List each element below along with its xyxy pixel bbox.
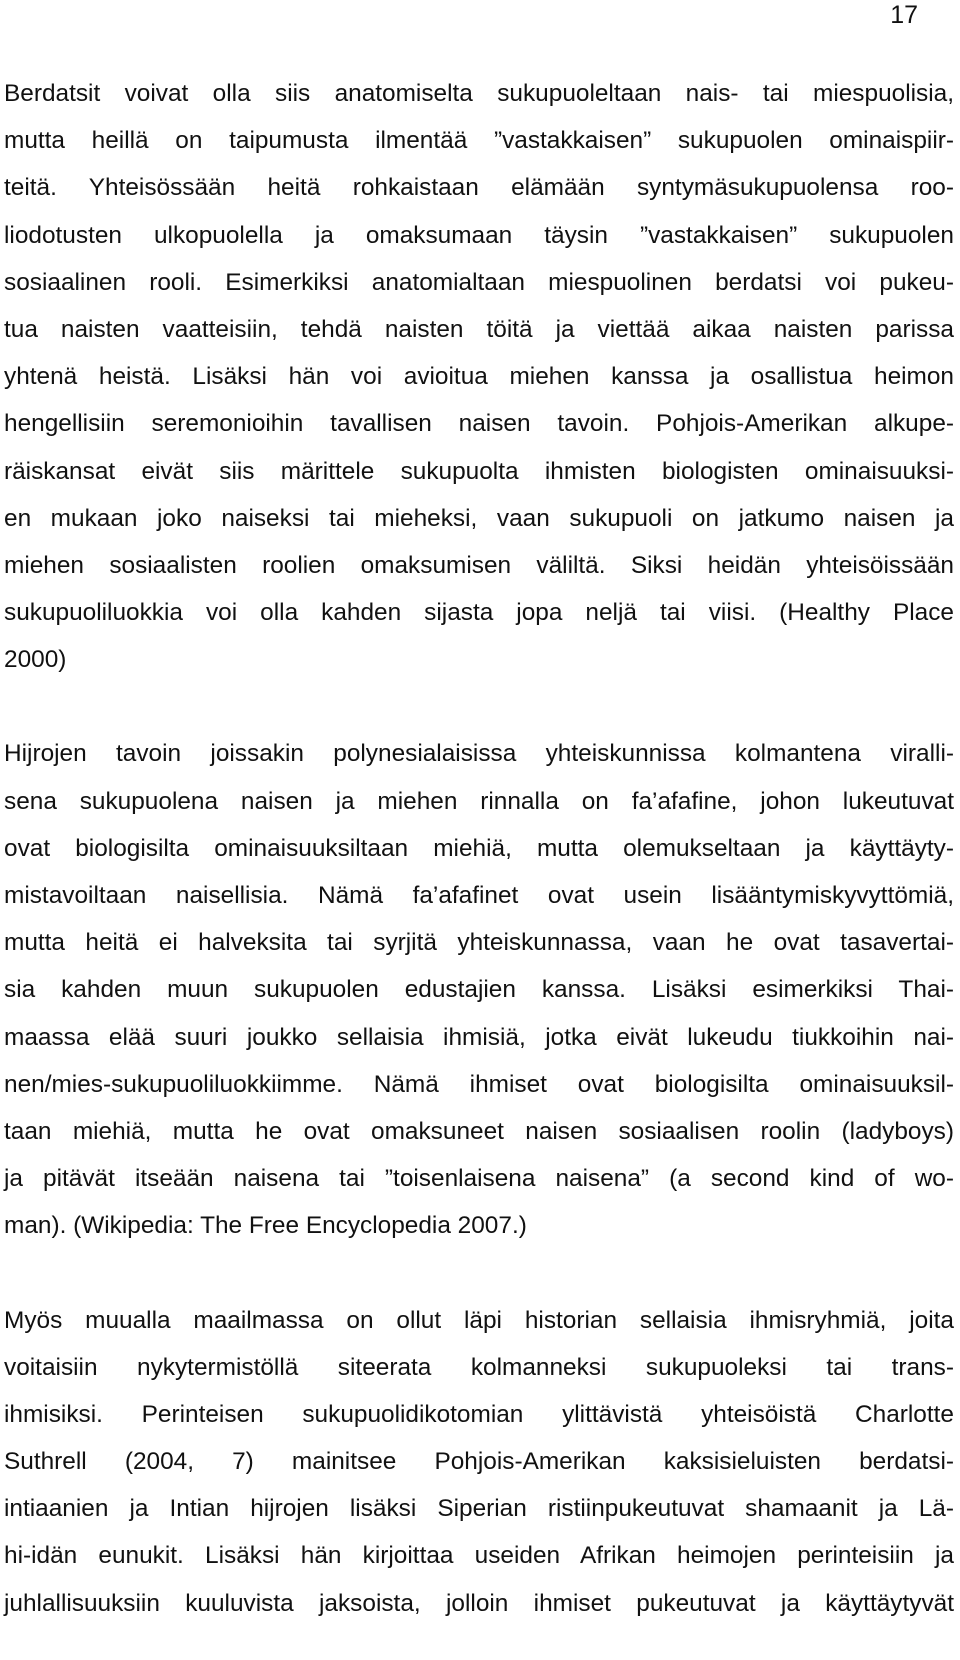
text-line: Berdatsit voivat olla siis anatomiselta sukupuoleltaan nais- tai miespuolisia, [4,80,954,107]
text-line: mutta heillä on taipumusta ilmentää ”vastakkaisen” sukupuolen ominaispiir- [4,127,954,155]
text-line: taan miehiä, mutta he ovat omaksuneet naisen sosiaalisen roolin (ladyboys) [4,1117,954,1145]
text-line: miehen sosiaalisten roolien omaksumisen väliltä. Siksi heidän yhteisöissään [4,551,954,579]
text-line: ihmisiksi. Perinteisen sukupuolidikotomian ylittävistä yhteisöistä Charlotte [4,1400,954,1428]
text-line: sena sukupuolena naisen ja miehen rinnalla on fa’afafine, johon lukeutuvat [4,787,954,815]
text-line: hengellisiin seremonioihin tavallisen naisen tavoin. Pohjois-Amerikan alkupe- [4,410,954,438]
document-body [4,70,954,1627]
text-line: liodotusten ulkopuolella ja omaksumaan täysin ”vastakkaisen” sukupuolen [4,221,954,249]
text-line: nen/mies-sukupuoliluokkiimme. Nämä ihmiset ovat biologisilta ominaisuuksil- [4,1070,954,1098]
text-line: juhlallisuuksiin kuuluvista jaksoista, jolloin ihmiset pukeutuvat ja käyttäytyvät [4,1589,954,1617]
paragraph-gap [4,1250,954,1297]
text-line: tua naisten vaatteisiin, tehdä naisten töitä ja viettää aikaa naisten parissa [4,315,954,343]
text-line: ovat biologisilta ominaisuuksiltaan miehiä, mutta olemukseltaan ja käyttäyty- [4,834,954,862]
text-line: sia kahden muun sukupuolen edustajien kanssa. Lisäksi esimerkiksi Thai- [4,976,954,1004]
text-line: voitaisiin nykytermistöllä siteerata kolmanneksi sukupuoleksi tai trans- [4,1353,954,1381]
text-line: räiskansat eivät siis märittele sukupuolta ihmisten biologisten ominaisuuksi- [4,457,954,485]
text-line: mutta heitä ei halveksita tai syrjitä yhteiskunnassa, vaan he ovat tasavertai- [4,929,954,957]
text-line: hi-idän eunukit. Lisäksi hän kirjoittaa useiden Afrikan heimojen perinteisiin ja [4,1542,954,1570]
paragraph-history [4,1297,954,1627]
paragraph-berdatsi [4,70,954,683]
text-line: Hijrojen tavoin joissakin polynesialaisissa yhteiskunnissa kolmantena viralli- [4,740,954,768]
text-line: sosiaalinen rooli. Esimerkiksi anatomialtaan miespuolinen berdatsi voi pukeu- [4,268,954,296]
text-line: intiaanien ja Intian hijrojen lisäksi Siperian ristiinpukeutuvat shamaanit ja Lä- [4,1495,954,1523]
text-line: mistavoiltaan naisellisia. Nämä fa’afafinet ovat usein lisääntymiskyvyttömiä, [4,882,954,909]
paragraph-gap [4,683,954,730]
page-number: 17 [890,1,918,29]
text-line: Myös muualla maailmassa on ollut läpi historian sellaisia ihmisryhmiä, joita [4,1306,954,1334]
text-line: Suthrell (2004, 7) mainitsee Pohjois-Amerikan kaksisieluisten berdatsi- [4,1448,954,1476]
text-line: en mukaan joko naiseksi tai mieheksi, vaan sukupuoli on jatkumo naisen ja [4,504,954,532]
text-line: maassa elää suuri joukko sellaisia ihmisiä, jotka eivät lukeudu tiukkoihin nai- [4,1023,954,1051]
text-line: ja pitävät itseään naisena tai ”toisenlaisena naisena” (a second kind of wo- [4,1165,954,1193]
text-line: man). (Wikipedia: The Free Encyclopedia 2007.) [4,1212,527,1240]
paragraph-faafafine [4,730,954,1249]
text-line: sukupuoliluokkia voi olla kahden sijasta jopa neljä tai viisi. (Healthy Place [4,599,954,627]
text-line: 2000) [4,646,67,674]
text-line: teitä. Yhteisössään heitä rohkaistaan elämään syntymäsukupuolensa roo- [4,174,954,202]
text-line: yhtenä heistä. Lisäksi hän voi avioitua miehen kanssa ja osallistua heimon [4,363,954,391]
